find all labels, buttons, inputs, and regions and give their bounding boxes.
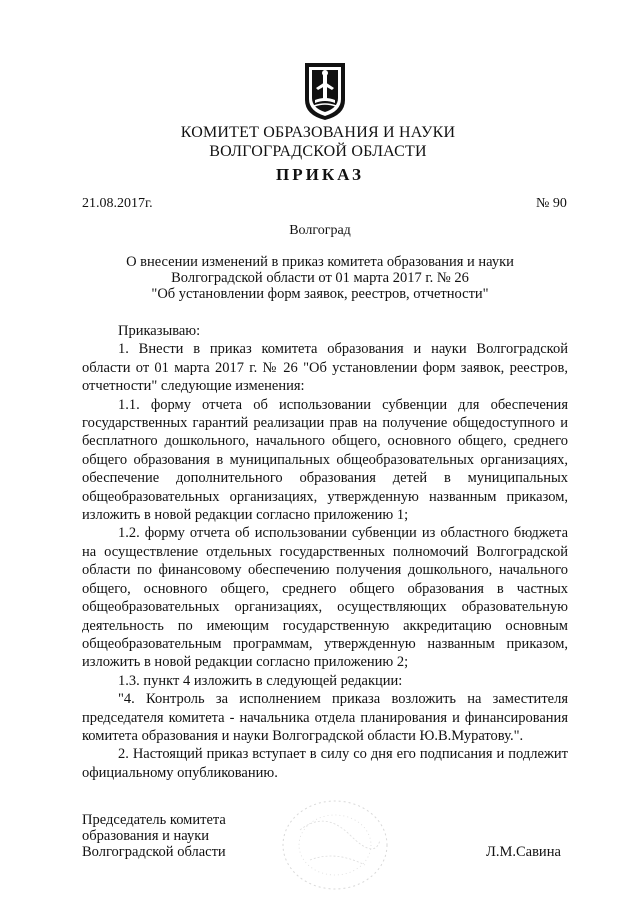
signature-position-line: образования и науки (82, 828, 210, 844)
signature-position-line: Волгоградской области (82, 844, 226, 860)
coat-of-arms-icon (302, 60, 348, 122)
body-paragraph: "4. Контроль за исполнением приказа возложить на заместителя председателя комитета - начальника отдела планирования и финансирования комитета образования и науки Волгоградской области Ю.В.Муратову.". (82, 691, 568, 744)
document-date: 21.08.2017г. (82, 196, 153, 211)
signatory-name: Л.М.Савина (486, 844, 561, 860)
body-paragraph: 1.2. форму отчета об использовании субвенции из областного бюджета на осуществление отдельных государственных полномочий Волгоградской области по финансовому обеспечению получения дошкольного, начального общего, основного общего, среднего общего образования в частных общеобразовательных организациях, осуществляющих образовательную деятельность по имеющим государственную аккредитацию основным общеобразовательным программам, утвержденную названным приказом, изложить в новой редакции согласно приложению 2; (82, 525, 568, 671)
title-line: О внесении изменений в приказ комитета образования и науки (126, 254, 514, 270)
body-paragraph: 1. Внести в приказ комитета образования и науки Волгоградской области от 01 марта 2017 г. № 26 "Об установлении форм заявок, реестров, отчетности" следующие изменения: (82, 341, 568, 395)
body-paragraph: 2. Настоящий приказ вступает в силу со дня его подписания и подлежит официальному опубликованию. (82, 746, 568, 781)
body-paragraph: 1.1. форму отчета об использовании субвенции для обеспечения государственных гарантий реализации прав на получение общедоступного и бесплатного дошкольного, начального общего, основного общего, среднего общего образования в муниципальных общеобразовательных организациях, обеспечение дополнительного образования детей в муниципальных общеобразовательных организациях, утвержденную названным приказом, изложить в новой редакции согласно приложению 1; (82, 396, 568, 524)
body-paragraph: Приказываю: (118, 323, 201, 339)
title-line: Волгоградской области от 01 марта 2017 г. № 26 (171, 270, 469, 286)
stamp-watermark-icon (270, 790, 400, 900)
document-city: Волгоград (289, 223, 351, 238)
document-type: ПРИКАЗ (276, 165, 364, 184)
signature-position (82, 812, 226, 860)
document-body (82, 322, 568, 782)
organization-name-line1: КОМИТЕТ ОБРАЗОВАНИЯ И НАУКИ (180, 124, 456, 141)
document-title (0, 254, 640, 302)
document-number: № 90 (536, 196, 567, 211)
title-line: "Об установлении форм заявок, реестров, отчетности" (151, 286, 489, 302)
organization-name-line2: ВОЛГОГРАДСКОЙ ОБЛАСТИ (209, 143, 427, 160)
body-paragraph: 1.3. пункт 4 изложить в следующей редакции: (118, 672, 403, 689)
signature-position-line: Председатель комитета (82, 812, 226, 828)
